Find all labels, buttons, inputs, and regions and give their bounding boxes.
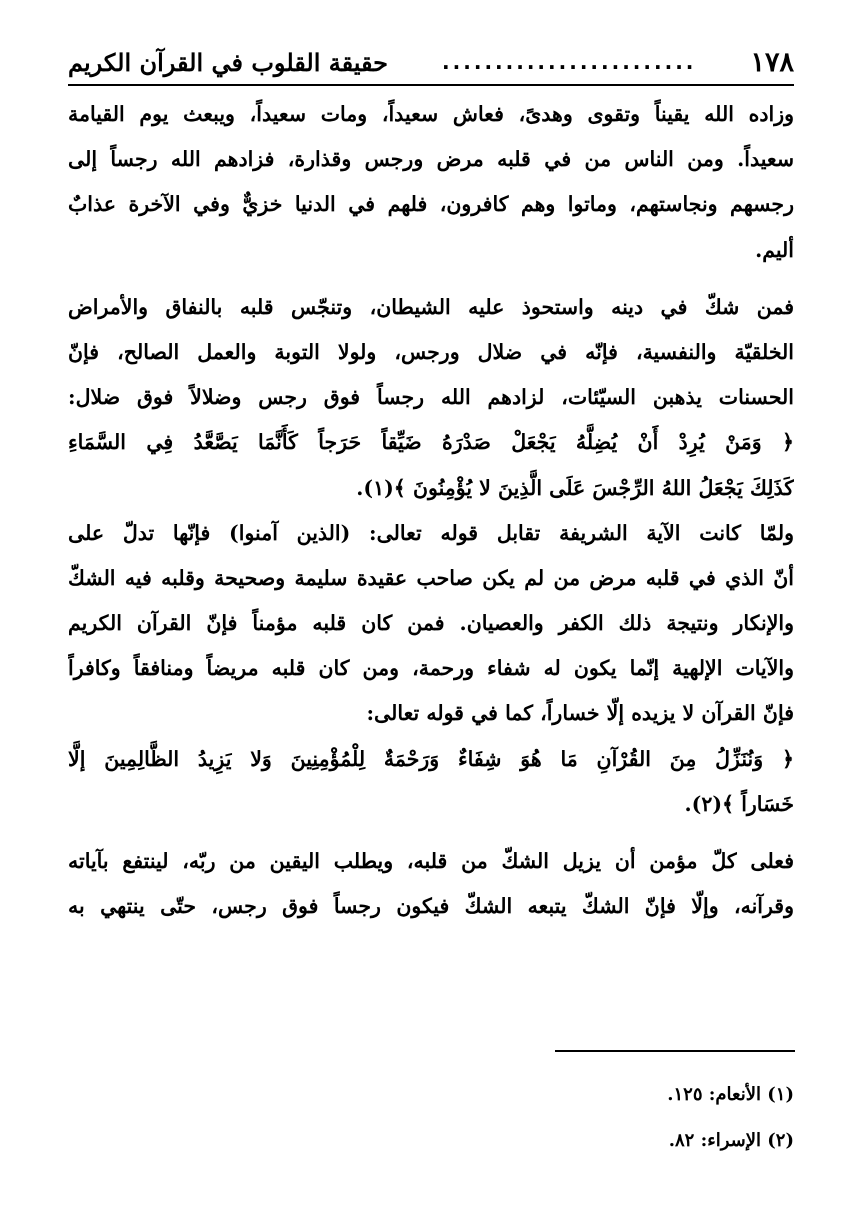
page-header — [68, 42, 794, 82]
footnote-rule — [555, 1050, 795, 1052]
text-line: وزاده الله يقيناً وتقوى وهدىً، فعاش سعيداً، ومات سعيداً، ويبعث يوم القيامة — [68, 102, 794, 126]
text-line: رجسهم ونجاستهم، وماتوا وهم كافرون، فلهم في الدنيا خزيٌّ وفي الآخرة عذابٌ — [68, 192, 794, 217]
text-line: فعلى كلّ مؤمن أن يزيل الشكّ من قلبه، ويطلب اليقين من ربّه، لينتفع بآياته — [68, 849, 794, 873]
quran-verse-line: كَذَلِكَ يَجْعَلُ اللهُ الرِّجْسَ عَلَى الَّذِينَ لا يُؤْمِنُونَ ﴾(١). — [356, 475, 794, 500]
text-line: والإنكار ونتيجة ذلك الكفر والعصيان. فمن كان قلبه مؤمناً فإنّ القرآن الكريم — [68, 611, 794, 636]
text-line: أنّ الذي في قلبه مرض من لم يكن صاحب عقيدة سليمة وصحيحة وقلبه فيه الشكّ — [68, 565, 794, 590]
footnote: (١) الأنعام: ١٢٥. — [667, 1084, 794, 1105]
header-leader-dots: ........................ — [442, 50, 697, 74]
quran-verse-line: ﴿ وَمَنْ يُرِدْ أَنْ يُضِلَّهُ يَجْعَلْ صَدْرَهُ ضَيِّقاً حَرَجاً كَأَنَّمَا يَصَّعَّدُ فِي السَّمَاءِ — [68, 430, 794, 455]
body-text — [68, 92, 794, 929]
text-line: فإنّ القرآن لا يزيده إلّا خساراً، كما في قوله تعالى: — [366, 701, 794, 726]
header-rule — [68, 84, 794, 86]
text-line: الحسنات يذهبن السيّئات، لزادهم الله رجساً فوق رجس وضلالاً فوق ضلال: — [68, 385, 794, 410]
text-line: ولمّا كانت الآية الشريفة تقابل قوله تعالى: (الذين آمنوا) فإنّها تدلّ على — [68, 520, 794, 545]
quran-verse-line: خَسَاراً ﴾(٢). — [684, 791, 794, 816]
text-line: والآيات الإلهية إنّما يكون له شفاء ورحمة، ومن كان قلبه مريضاً ومنافقاً وكافراً — [68, 656, 794, 681]
text-line: وقرآنه، وإلّا فإنّ الشكّ يتبعه الشكّ فيكون رجساً فوق رجس، حتّى ينتهي به — [68, 894, 794, 919]
text-line: سعيداً. ومن الناس من في قلبه مرض ورجس وقذارة، فزادهم الله رجساً إلى — [68, 147, 794, 172]
text-line: فمن شكّ في دينه واستحوذ عليه الشيطان، وتنجّس قلبه بالنفاق والأمراض — [68, 294, 794, 319]
page-number: ١٧٨ — [750, 46, 794, 78]
quran-verse-line: ﴿ وَنُنَزِّلُ مِنَ القُرْآنِ مَا هُوَ شِفَاءٌ وَرَحْمَةٌ لِلْمُؤْمِنِينَ وَلا يَزِيدُ الظَّالِمِينَ إلَّا — [68, 746, 794, 771]
text-line: الخلقيّة والنفسية، فإنّه في ضلال ورجس، ولولا التوبة والعمل الصالح، فإنّ — [68, 339, 794, 364]
footnote: (٢) الإسراء: ٨٢. — [668, 1130, 794, 1151]
text-line: أليم. — [755, 237, 794, 262]
running-title: حقيقة القلوب في القرآن الكريم — [68, 47, 388, 77]
footnotes — [68, 1072, 794, 1164]
